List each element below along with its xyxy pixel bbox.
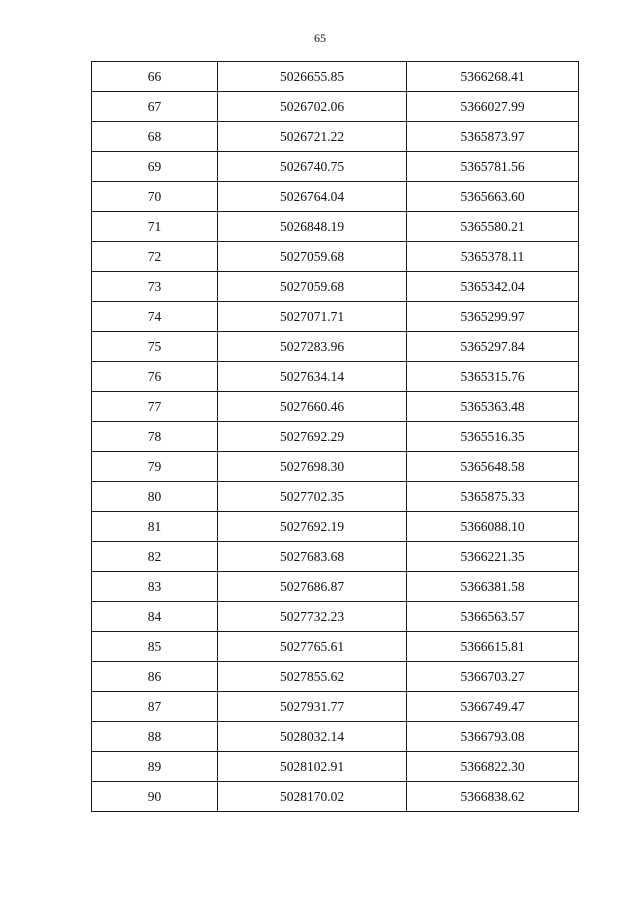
- table-row: [92, 122, 579, 152]
- table-row: [92, 632, 579, 662]
- table-row: [92, 752, 579, 782]
- y-coordinate-cell: 5365363.48: [407, 392, 579, 422]
- x-coordinate-cell: 5027059.68: [218, 272, 407, 302]
- x-coordinate-cell: 5027702.35: [218, 482, 407, 512]
- y-coordinate-cell: 5365781.56: [407, 152, 579, 182]
- x-coordinate-cell: 5027698.30: [218, 452, 407, 482]
- x-coordinate-cell: 5027765.61: [218, 632, 407, 662]
- y-coordinate-cell: 5366381.58: [407, 572, 579, 602]
- point-number-cell: 82: [92, 542, 218, 572]
- table-row: [92, 242, 579, 272]
- coordinates-table-body: [92, 62, 579, 812]
- point-number-cell: 85: [92, 632, 218, 662]
- point-number-cell: 87: [92, 692, 218, 722]
- x-coordinate-cell: 5026764.04: [218, 182, 407, 212]
- table-row: [92, 212, 579, 242]
- table-row: [92, 152, 579, 182]
- point-number-cell: 79: [92, 452, 218, 482]
- point-number-cell: 77: [92, 392, 218, 422]
- table-row: [92, 92, 579, 122]
- table-row: [92, 512, 579, 542]
- point-number-cell: 76: [92, 362, 218, 392]
- x-coordinate-cell: 5026702.06: [218, 92, 407, 122]
- point-number-cell: 78: [92, 422, 218, 452]
- point-number-cell: 84: [92, 602, 218, 632]
- y-coordinate-cell: 5365342.04: [407, 272, 579, 302]
- table-row: [92, 662, 579, 692]
- x-coordinate-cell: 5026740.75: [218, 152, 407, 182]
- page-number: 65: [314, 31, 326, 45]
- table-row: [92, 272, 579, 302]
- y-coordinate-cell: 5366793.08: [407, 722, 579, 752]
- table-row: [92, 362, 579, 392]
- y-coordinate-cell: 5366703.27: [407, 662, 579, 692]
- table-row: [92, 422, 579, 452]
- x-coordinate-cell: 5027071.71: [218, 302, 407, 332]
- y-coordinate-cell: 5365315.76: [407, 362, 579, 392]
- table-row: [92, 182, 579, 212]
- point-number-cell: 88: [92, 722, 218, 752]
- x-coordinate-cell: 5026721.22: [218, 122, 407, 152]
- x-coordinate-cell: 5027855.62: [218, 662, 407, 692]
- point-number-cell: 66: [92, 62, 218, 92]
- point-number-cell: 90: [92, 782, 218, 812]
- table-row: [92, 332, 579, 362]
- x-coordinate-cell: 5027732.23: [218, 602, 407, 632]
- y-coordinate-cell: 5366838.62: [407, 782, 579, 812]
- point-number-cell: 86: [92, 662, 218, 692]
- table-row: [92, 602, 579, 632]
- y-coordinate-cell: 5366749.47: [407, 692, 579, 722]
- y-coordinate-cell: 5365663.60: [407, 182, 579, 212]
- table-row: [92, 62, 579, 92]
- y-coordinate-cell: 5366615.81: [407, 632, 579, 662]
- y-coordinate-cell: 5365378.11: [407, 242, 579, 272]
- point-number-cell: 67: [92, 92, 218, 122]
- point-number-cell: 69: [92, 152, 218, 182]
- x-coordinate-cell: 5028170.02: [218, 782, 407, 812]
- y-coordinate-cell: 5366822.30: [407, 752, 579, 782]
- y-coordinate-cell: 5365580.21: [407, 212, 579, 242]
- y-coordinate-cell: 5366268.41: [407, 62, 579, 92]
- x-coordinate-cell: 5027692.29: [218, 422, 407, 452]
- x-coordinate-cell: 5027059.68: [218, 242, 407, 272]
- point-number-cell: 73: [92, 272, 218, 302]
- point-number-cell: 80: [92, 482, 218, 512]
- y-coordinate-cell: 5366027.99: [407, 92, 579, 122]
- x-coordinate-cell: 5027634.14: [218, 362, 407, 392]
- point-number-cell: 89: [92, 752, 218, 782]
- y-coordinate-cell: 5365297.84: [407, 332, 579, 362]
- y-coordinate-cell: 5366563.57: [407, 602, 579, 632]
- x-coordinate-cell: 5026655.85: [218, 62, 407, 92]
- x-coordinate-cell: 5027660.46: [218, 392, 407, 422]
- point-number-cell: 74: [92, 302, 218, 332]
- y-coordinate-cell: 5366088.10: [407, 512, 579, 542]
- table-row: [92, 302, 579, 332]
- table-row: [92, 722, 579, 752]
- x-coordinate-cell: 5027931.77: [218, 692, 407, 722]
- point-number-cell: 75: [92, 332, 218, 362]
- table-row: [92, 482, 579, 512]
- x-coordinate-cell: 5027683.68: [218, 542, 407, 572]
- point-number-cell: 71: [92, 212, 218, 242]
- y-coordinate-cell: 5365299.97: [407, 302, 579, 332]
- y-coordinate-cell: 5365516.35: [407, 422, 579, 452]
- table-row: [92, 542, 579, 572]
- x-coordinate-cell: 5027686.87: [218, 572, 407, 602]
- table-row: [92, 452, 579, 482]
- table-row: [92, 572, 579, 602]
- point-number-cell: 70: [92, 182, 218, 212]
- y-coordinate-cell: 5365873.97: [407, 122, 579, 152]
- point-number-cell: 72: [92, 242, 218, 272]
- y-coordinate-cell: 5365648.58: [407, 452, 579, 482]
- table-row: [92, 692, 579, 722]
- x-coordinate-cell: 5028102.91: [218, 752, 407, 782]
- x-coordinate-cell: 5026848.19: [218, 212, 407, 242]
- point-number-cell: 81: [92, 512, 218, 542]
- x-coordinate-cell: 5027283.96: [218, 332, 407, 362]
- coordinates-table: [91, 61, 579, 812]
- y-coordinate-cell: 5365875.33: [407, 482, 579, 512]
- point-number-cell: 68: [92, 122, 218, 152]
- x-coordinate-cell: 5027692.19: [218, 512, 407, 542]
- x-coordinate-cell: 5028032.14: [218, 722, 407, 752]
- point-number-cell: 83: [92, 572, 218, 602]
- table-row: [92, 782, 579, 812]
- y-coordinate-cell: 5366221.35: [407, 542, 579, 572]
- table-row: [92, 392, 579, 422]
